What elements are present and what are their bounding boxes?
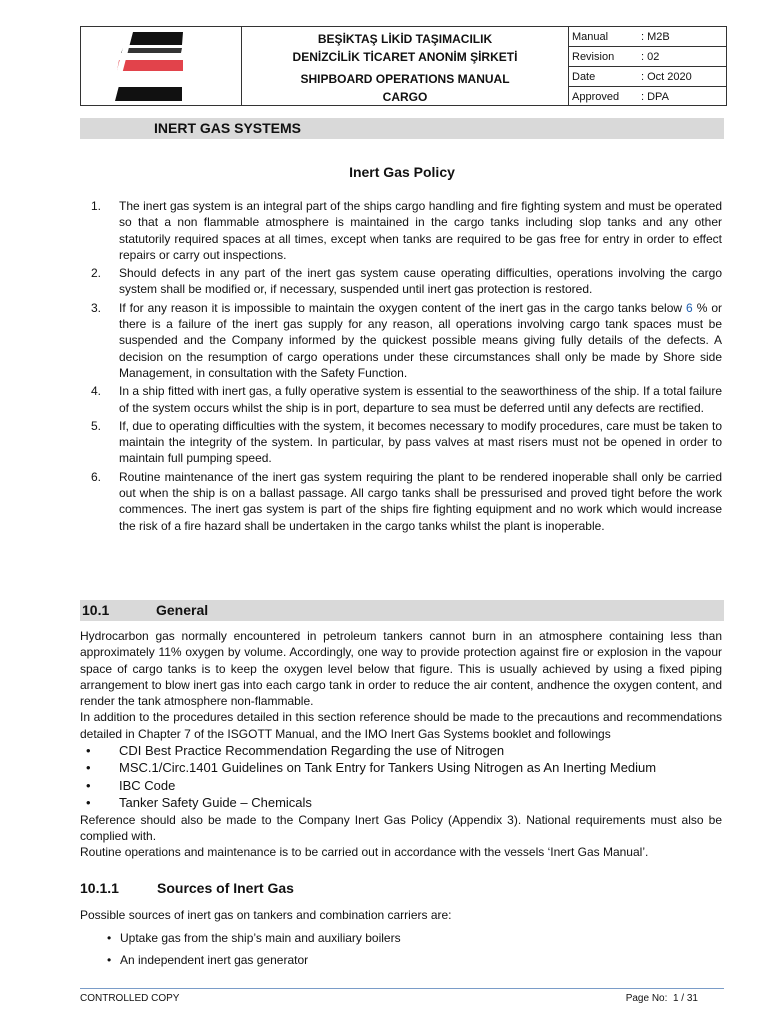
policy-title: Inert Gas Policy [349, 164, 455, 180]
meta-row-date: Date : Oct 2020 [569, 67, 726, 87]
document-meta [569, 27, 726, 105]
general-para4: Routine operations and maintenance is to be carried out in accordance with the vessels ‘Inert Gas Manual’. [80, 845, 649, 860]
list-item: 4. In a ship fitted with inert gas, a fully operative system is essential to the seaworthiness of the ship. If a total failure of the system occurs whilst the ship is in port, departure to sea must be deferred until any defects are rectified. [91, 384, 722, 415]
general-para3: Reference should also be made to the Company Inert Gas Policy (Appendix 3). National requirements must also be complied with. [80, 812, 722, 843]
sources-list [80, 931, 401, 975]
manual-name-line1: SHIPBOARD OPERATIONS MANUAL [300, 72, 510, 86]
list-item: 2. Should defects in any part of the inert gas system cause operating difficulties, operations involving the cargo system shall be modified or, if necessary, suspended until inert gas protection is restored. [91, 266, 722, 297]
meta-row-revision: Revision : 02 [569, 47, 726, 67]
company-logo [81, 27, 242, 105]
footer-controlled-copy: CONTROLLED COPY [80, 993, 180, 1004]
policy-list [80, 198, 722, 536]
manual-name-line2: CARGO [382, 89, 428, 104]
list-item: • MSC.1/Circ.1401 Guidelines on Tank Entry for Tankers Using Nitrogen as An Inerting Medium [86, 760, 657, 776]
list-item: • CDI Best Practice Recommendation Regarding the use of Nitrogen [86, 743, 505, 759]
sources-intro: Possible sources of inert gas on tankers and combination carriers are: [80, 908, 452, 922]
meta-row-manual: Manual : M2B [569, 27, 726, 47]
logo-flag-icon [81, 27, 242, 107]
general-para2: In addition to the procedures detailed in this section reference should be made to the precautions and recommendations detailed in Chapter 7 of the ISGOTT Manual, and the IMO Inert Gas Systems booklet and followings [80, 710, 722, 741]
sources-title: Sources of Inert Gas [157, 880, 294, 896]
general-para1: Hydrocarbon gas normally encountered in petroleum tankers cannot burn in an atmosphere containing less than approximately 11% oxygen by volume. Accordingly, one way to provide protection against fire or explosion in the vapour space of cargo tanks is to keep the oxygen level below that figure. This is usually achieved by using a fixed piping arrangement to blow inert gas into each cargo tank in order to reduce the air content, andhence the oxygen content, and render the tank atmosphere non-flammable. [80, 629, 722, 709]
list-item: • Uptake gas from the ship’s main and auxiliary boilers [107, 931, 401, 945]
list-item: 6. Routine maintenance of the inert gas system requiring the plant to be rendered inoperable shall only be carried out when the ship is on a ballast passage. All cargo tanks shall be pressurised and proved tight before the work commences. The inert gas system is part of the ships fire fighting equipment and no work which would increase the risk of a fire hazard shall be undertaken in the cargo tanks whilst the plant is inoperable. [91, 469, 722, 533]
meta-row-approved: Approved : DPA [572, 91, 669, 103]
company-name-line1: BEŞİKTAŞ LİKİD TAŞIMACILIK [317, 32, 493, 46]
list-item: • IBC Code [86, 777, 176, 793]
footer-page-number: Page No: 1 / 31 [625, 993, 698, 1004]
company-name-line2: DENİZCİLİK TİCARET ANONİM ŞİRKETİ [292, 49, 518, 64]
list-item: 5. If, due to operating difficulties with the system, it becomes necessary to modify procedures, care must be taken to maintain the integrity of the system. In particular, by pass valves at mast risers must not be opened in order to maintain full pumping speed. [91, 418, 722, 466]
oxygen-limit-value: 6 [686, 300, 693, 315]
sources-number: 10.1.1 [80, 880, 119, 896]
list-item: • Tanker Safety Guide – Chemicals [86, 795, 312, 811]
header-title-block [242, 27, 569, 105]
sources-heading [80, 880, 294, 896]
general-body [80, 628, 722, 861]
general-title: General [156, 602, 209, 618]
section-title: INERT GAS SYSTEMS [80, 118, 724, 139]
general-number: 10.1 [82, 602, 110, 618]
list-item: 3. If for any reason it is impossible to maintain the oxygen content of the inert gas in the cargo tanks below 6 % or there is a failure of the inert gas supply for any reason, all operations involving cargo tank spaces must be suspended and the Company informed by the quickest possible means giving fully details of the defects. A decision on the resumption of cargo operations under these circumstances shall only be made by Shore side Management, in consultation with the Safety Function. [91, 300, 723, 380]
list-item: 1. The inert gas system is an integral part of the ships cargo handling and fire fighting system and must be operated so that a non flammable atmosphere is maintained in the cargo tanks including slop tanks and any other statutorily required spaces at all times, except when tanks are required to be gas free for entry in order to effect repairs or carry out inspections. [91, 199, 722, 262]
document-header [80, 26, 727, 106]
general-heading [80, 600, 724, 621]
list-item: • An independent inert gas generator [107, 953, 309, 967]
footer-divider [80, 988, 724, 989]
